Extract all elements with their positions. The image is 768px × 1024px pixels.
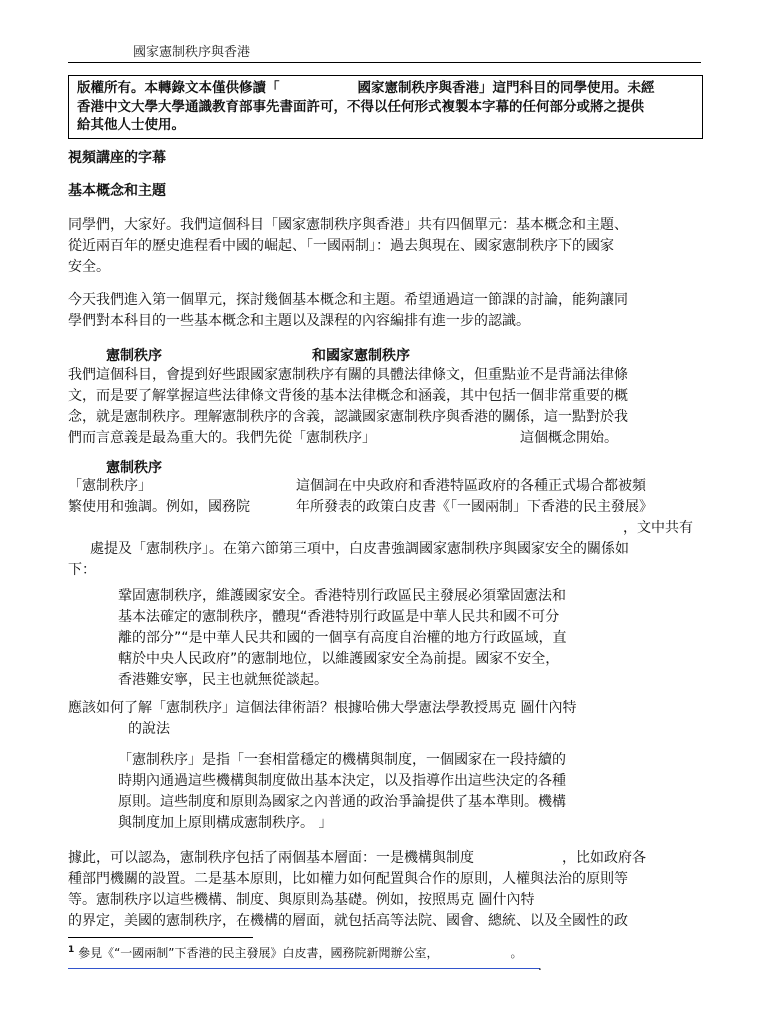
footnote-link-end: . <box>538 959 542 973</box>
running-header: 國家憲制秩序與香港 <box>133 45 251 60</box>
paragraph-unit-one: 今天我們進入第一個單元，探討幾個基本概念和主題。希望通過這一節課的討論，能夠讓同 學們對本科目的一些基本概念和主題以及課程的內容編排有進一步的認識。 <box>68 292 628 329</box>
block-quote-white-paper: 鞏固憲制秩序，維護國家安全。香港特別行政區民主發展必須鞏固憲法和 基本法確定的憲制秩序，體現“香港特別行政區是中華人民共和國不可分 離的部分”“是中華人民共和國的一個享有高度自治權的地方行政區域，直 轄於中央人民政府”的憲制地位，以維護國家安全為前提。國家不安全， 香港難安寧，民主也就無從談起。 <box>118 588 567 688</box>
footnote-link-underline[interactable] <box>68 968 540 969</box>
heading-constitutional-order: 憲制秩序 和國家憲制秩序 <box>106 348 410 364</box>
notice-line-1: 版權所有。本轉錄文本僅供修讀「 國家憲制秩序與香港」這門科目的同學使用。未經 <box>77 80 655 96</box>
section-heading: 基本概念和主題 <box>68 183 166 199</box>
header-rule <box>68 62 701 63</box>
paragraph-course-focus: 我們這個科目，會提到好些跟國家憲制秩序有關的具體法律條文，但重點並不是背誦法律條 文，而是要了解掌握這些法律條文背後的基本法律概念和涵義，其中包括一個非常重要的概 念，就是憲制秩序。理解憲制秩序的含義，認識國家憲制秩序與香港的關係，這一點對於我 們而言意義是最為重大的。我們先從「憲制秩序」 這個概念開始。 <box>68 367 628 446</box>
paragraph-tushnet: 應該如何了解「憲制秩序」這個法律術語？根據哈佛大學憲法學教授馬克 圖什內特 的說法 <box>68 700 577 737</box>
block-quote-definition: 「憲制秩序」是指「一套相當穩定的機構與制度，一個國家在一段持續的 時期內通過這些機構與制度做出基本決定，以及指導作出這些決定的各種 原則。這些制度和原則為國家之內普通的政治爭論提供了基本準則。機構 與制度加上原則構成憲制秩序。 」 <box>118 752 566 831</box>
notice-line-3: 給其他人士使用。 <box>77 117 185 133</box>
footnote-rule <box>68 937 253 938</box>
copyright-notice <box>68 75 703 139</box>
footnote: $^1$ 參見《“一國兩制”下香港的民主發展》白皮書，國務院新聞辦公室， 。 <box>68 945 523 960</box>
paragraph-white-paper: 「憲制秩序」 這個詞在中央政府和香港特區政府的各種正式場合都被頻 繁使用和強調。例如，國務院 年所發表的政策白皮書《「一國兩制」下香港的民主發展》 ，文中共有 處提及「憲制秩序」。在第六節第三項中，白皮書強調國家憲制秩序與國家安全的關係如 下： <box>68 478 693 578</box>
paragraph-two-levels: 據此，可以認為，憲制秩序包括了兩個基本層面：一是機構與制度 ，比如政府各 種部門機關的設置。二是基本原則，比如權力如何配置與合作的原則，人權與法治的原則等 等。憲制秩序以這些機構、制度、與原則為基礎。例如，按照馬克 圖什內特 的界定，美國的憲制秩序，在機構的層面，就包括高等法院、國會、總統、以及全國性的政 <box>68 850 646 929</box>
footnote-mark: 1 <box>68 945 75 955</box>
notice-line-2: 香港中文大學大學通識教育部事先書面許可，不得以任何形式複製本字幕的任何部分或將之提供 <box>77 98 644 115</box>
paragraph-intro: 同學們，大家好。我們這個科目「國家憲制秩序與香港」共有四個單元：基本概念和主題、 從近兩百年的歷史進程看中國的崛起、「一國兩制」：過去與現在、國家憲制秩序下的國家 安全。 <box>68 217 628 275</box>
heading-constitutional-order-2: 憲制秩序 <box>106 460 162 476</box>
subtitle-heading: 視頻講座的字幕 <box>68 150 166 166</box>
